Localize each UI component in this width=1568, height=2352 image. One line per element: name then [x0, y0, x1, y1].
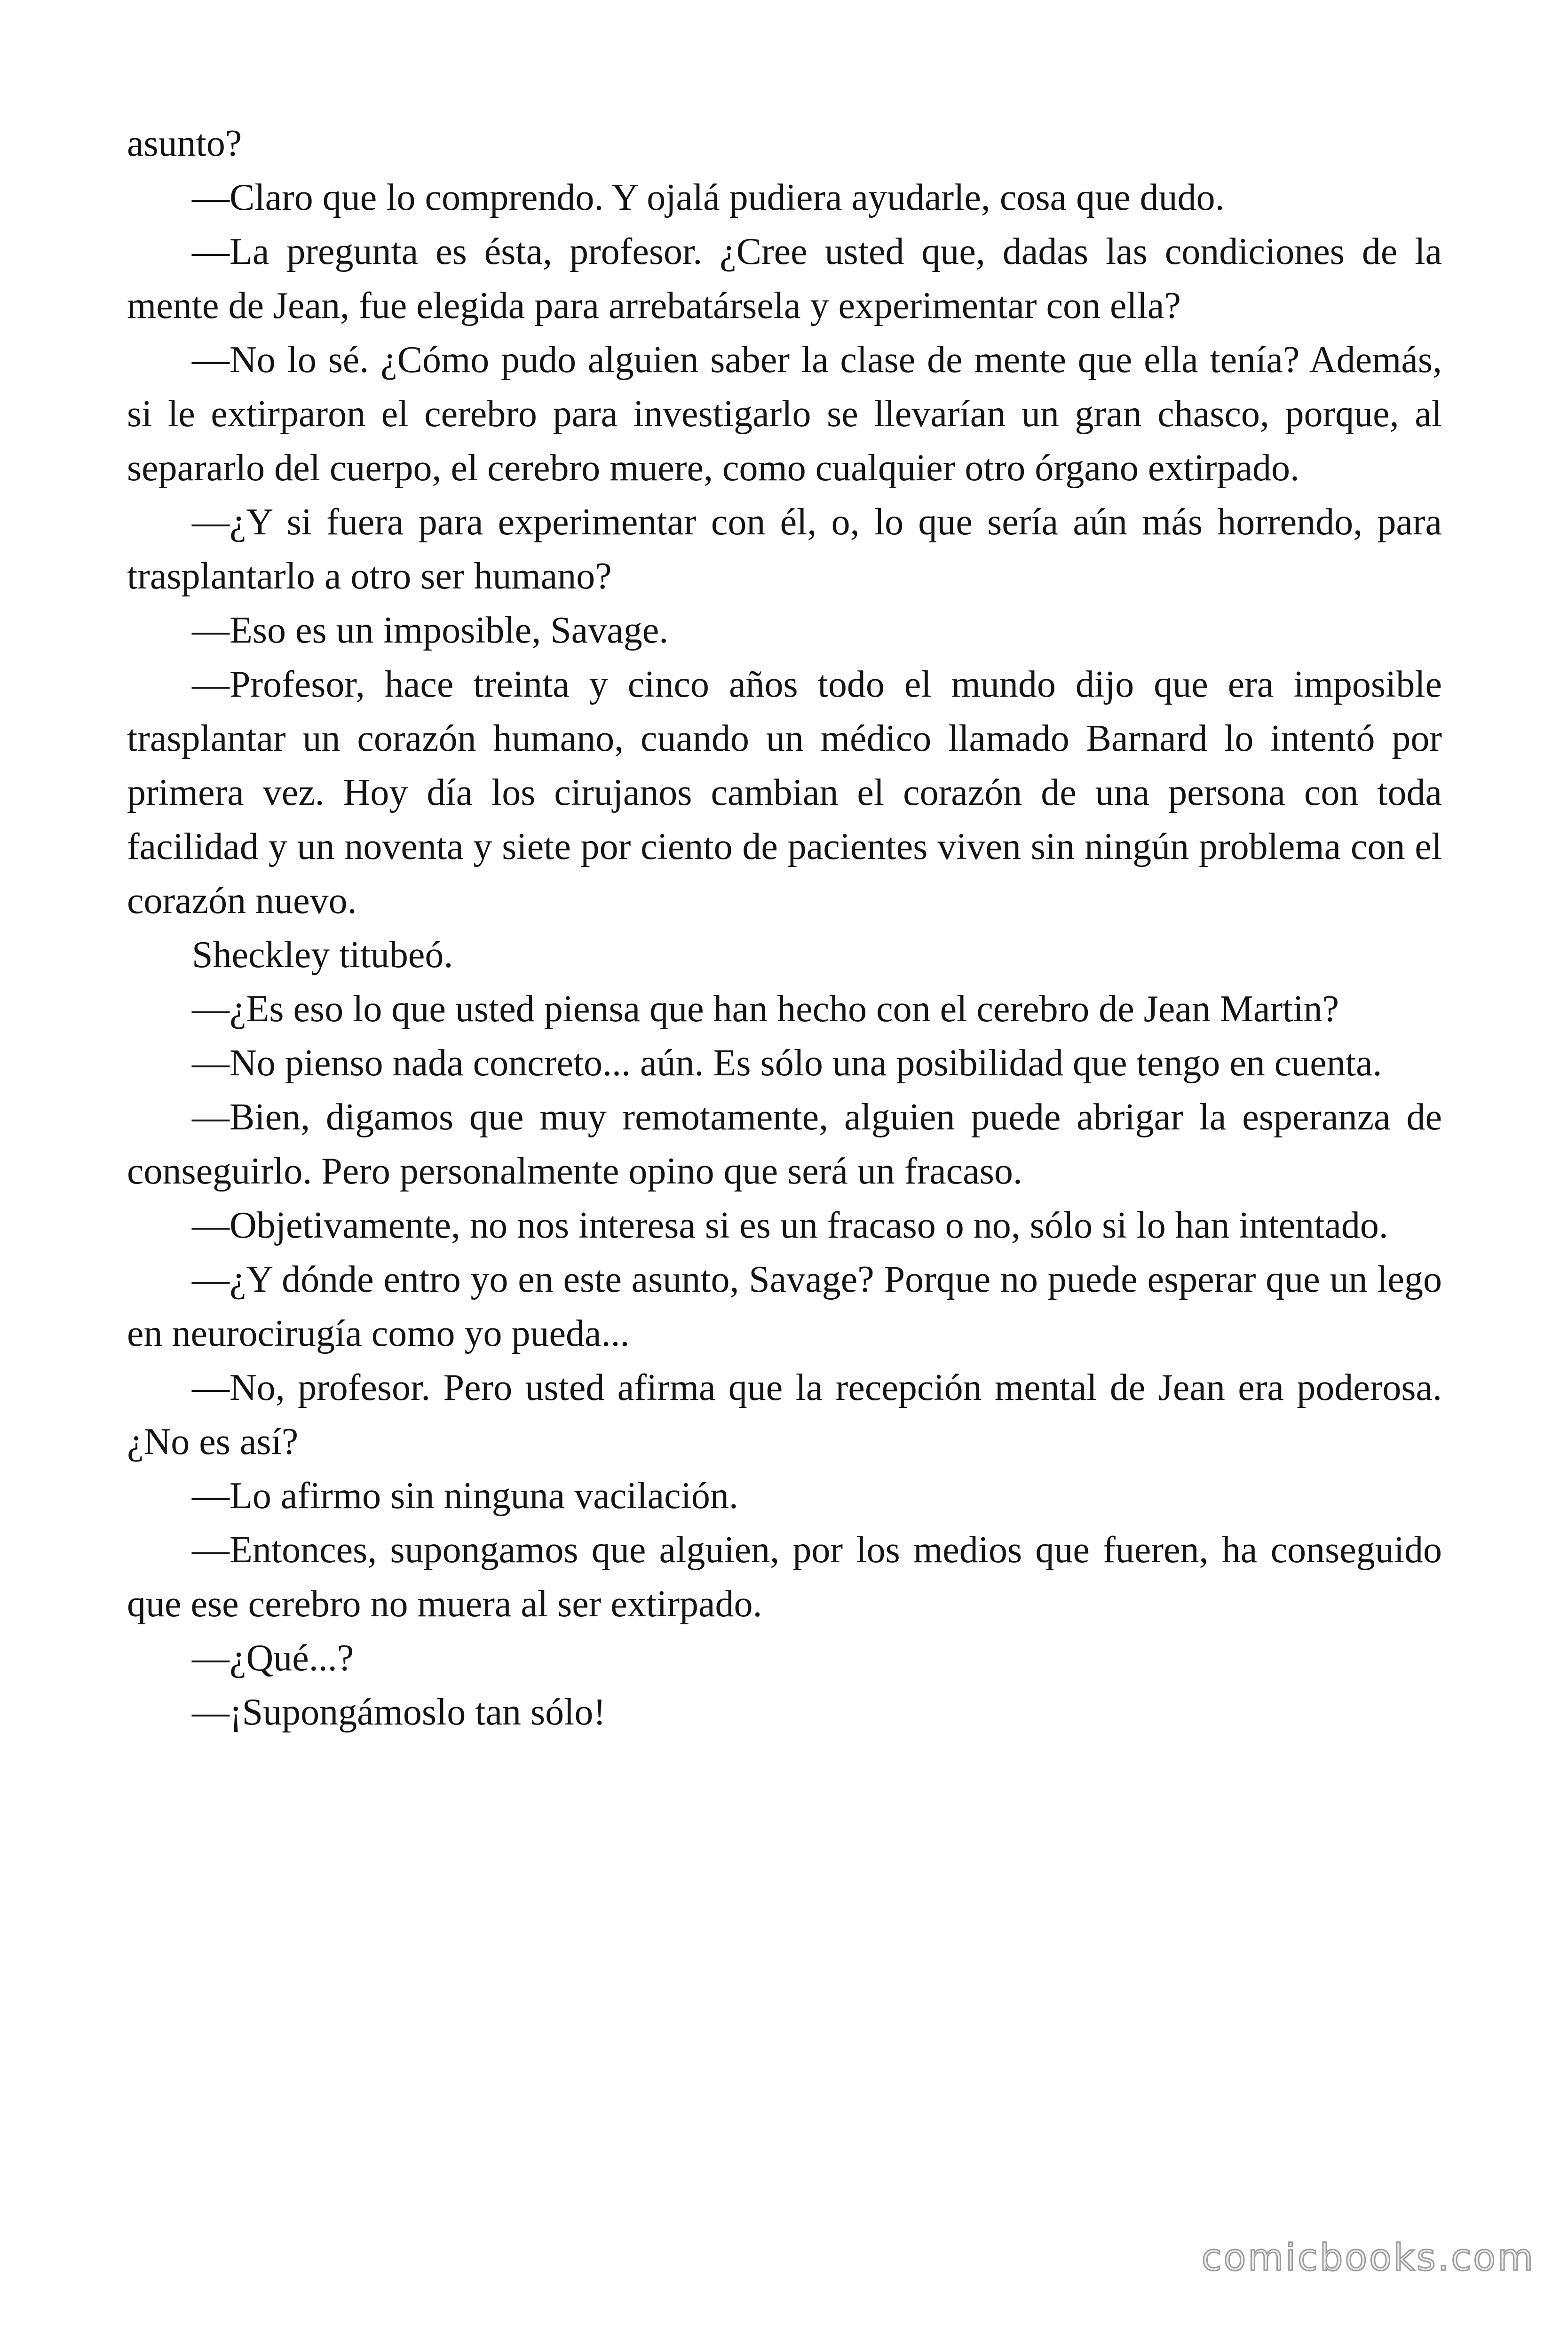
paragraph: asunto?: [127, 123, 242, 164]
paragraph: —¿Y si fuera para experimentar con él, o, lo que sería aún más horrendo, para trasplantarlo a otro ser humano?: [127, 501, 1442, 597]
paragraph: —Profesor, hace treinta y cinco años todo el mundo dijo que era imposible trasplantar un corazón humano, cuando un médico llamado Barnard lo intentó por primera vez. Hoy día los cirujanos cambian el corazón de una persona con toda facilidad y un noventa y siete por ciento de pacientes viven sin ningún problema con el corazón nuevo.: [127, 664, 1442, 922]
paragraph: —¡Supongámoslo tan sólo!: [192, 1692, 606, 1733]
paragraph: —Eso es un imposible, Savage.: [192, 610, 669, 651]
paragraph: —La pregunta es ésta, profesor. ¿Cree usted que, dadas las condiciones de la mente de Jean, fue elegida para arrebatársela y experimentar con ella?: [127, 231, 1442, 326]
paragraph: —No, profesor. Pero usted afirma que la recepción mental de Jean era poderosa. ¿No es así?: [127, 1367, 1442, 1462]
watermark: comicbooks.com: [1201, 2237, 1535, 2279]
paragraph: —¿Qué...?: [192, 1637, 354, 1679]
paragraph: —Claro que lo comprendo. Y ojalá pudiera ayudarle, cosa que dudo.: [192, 177, 1225, 218]
paragraph: —Bien, digamos que muy remotamente, alguien puede abrigar la esperanza de conseguirlo. Pero personalmente opino que será un fracaso.: [127, 1097, 1442, 1192]
paragraph: —Objetivamente, no nos interesa si es un fracaso o no, sólo si lo han intentado.: [192, 1205, 1388, 1246]
paragraph: —Lo afirmo sin ninguna vacilación.: [192, 1475, 738, 1517]
paragraph: —¿Es eso lo que usted piensa que han hecho con el cerebro de Jean Martin?: [192, 988, 1339, 1030]
paragraph: Sheckley titubeó.: [192, 934, 453, 976]
page-body: [127, 117, 1442, 1740]
paragraph: —No lo sé. ¿Cómo pudo alguien saber la clase de mente que ella tenía? Además, si le extirparon el cerebro para investigarlo se llevarían un gran chasco, porque, al separarlo del cuerpo, el cerebro muere, como cualquier otro órgano extirpado.: [127, 339, 1442, 489]
paragraph: —Entonces, supongamos que alguien, por los medios que fueren, ha conseguido que ese cerebro no muera al ser extirpado.: [127, 1529, 1442, 1625]
paragraph: —¿Y dónde entro yo en este asunto, Savage? Porque no puede esperar que un lego en neurocirugía como yo pueda...: [127, 1259, 1442, 1354]
paragraph: —No pienso nada concreto... aún. Es sólo una posibilidad que tengo en cuenta.: [192, 1042, 1382, 1084]
